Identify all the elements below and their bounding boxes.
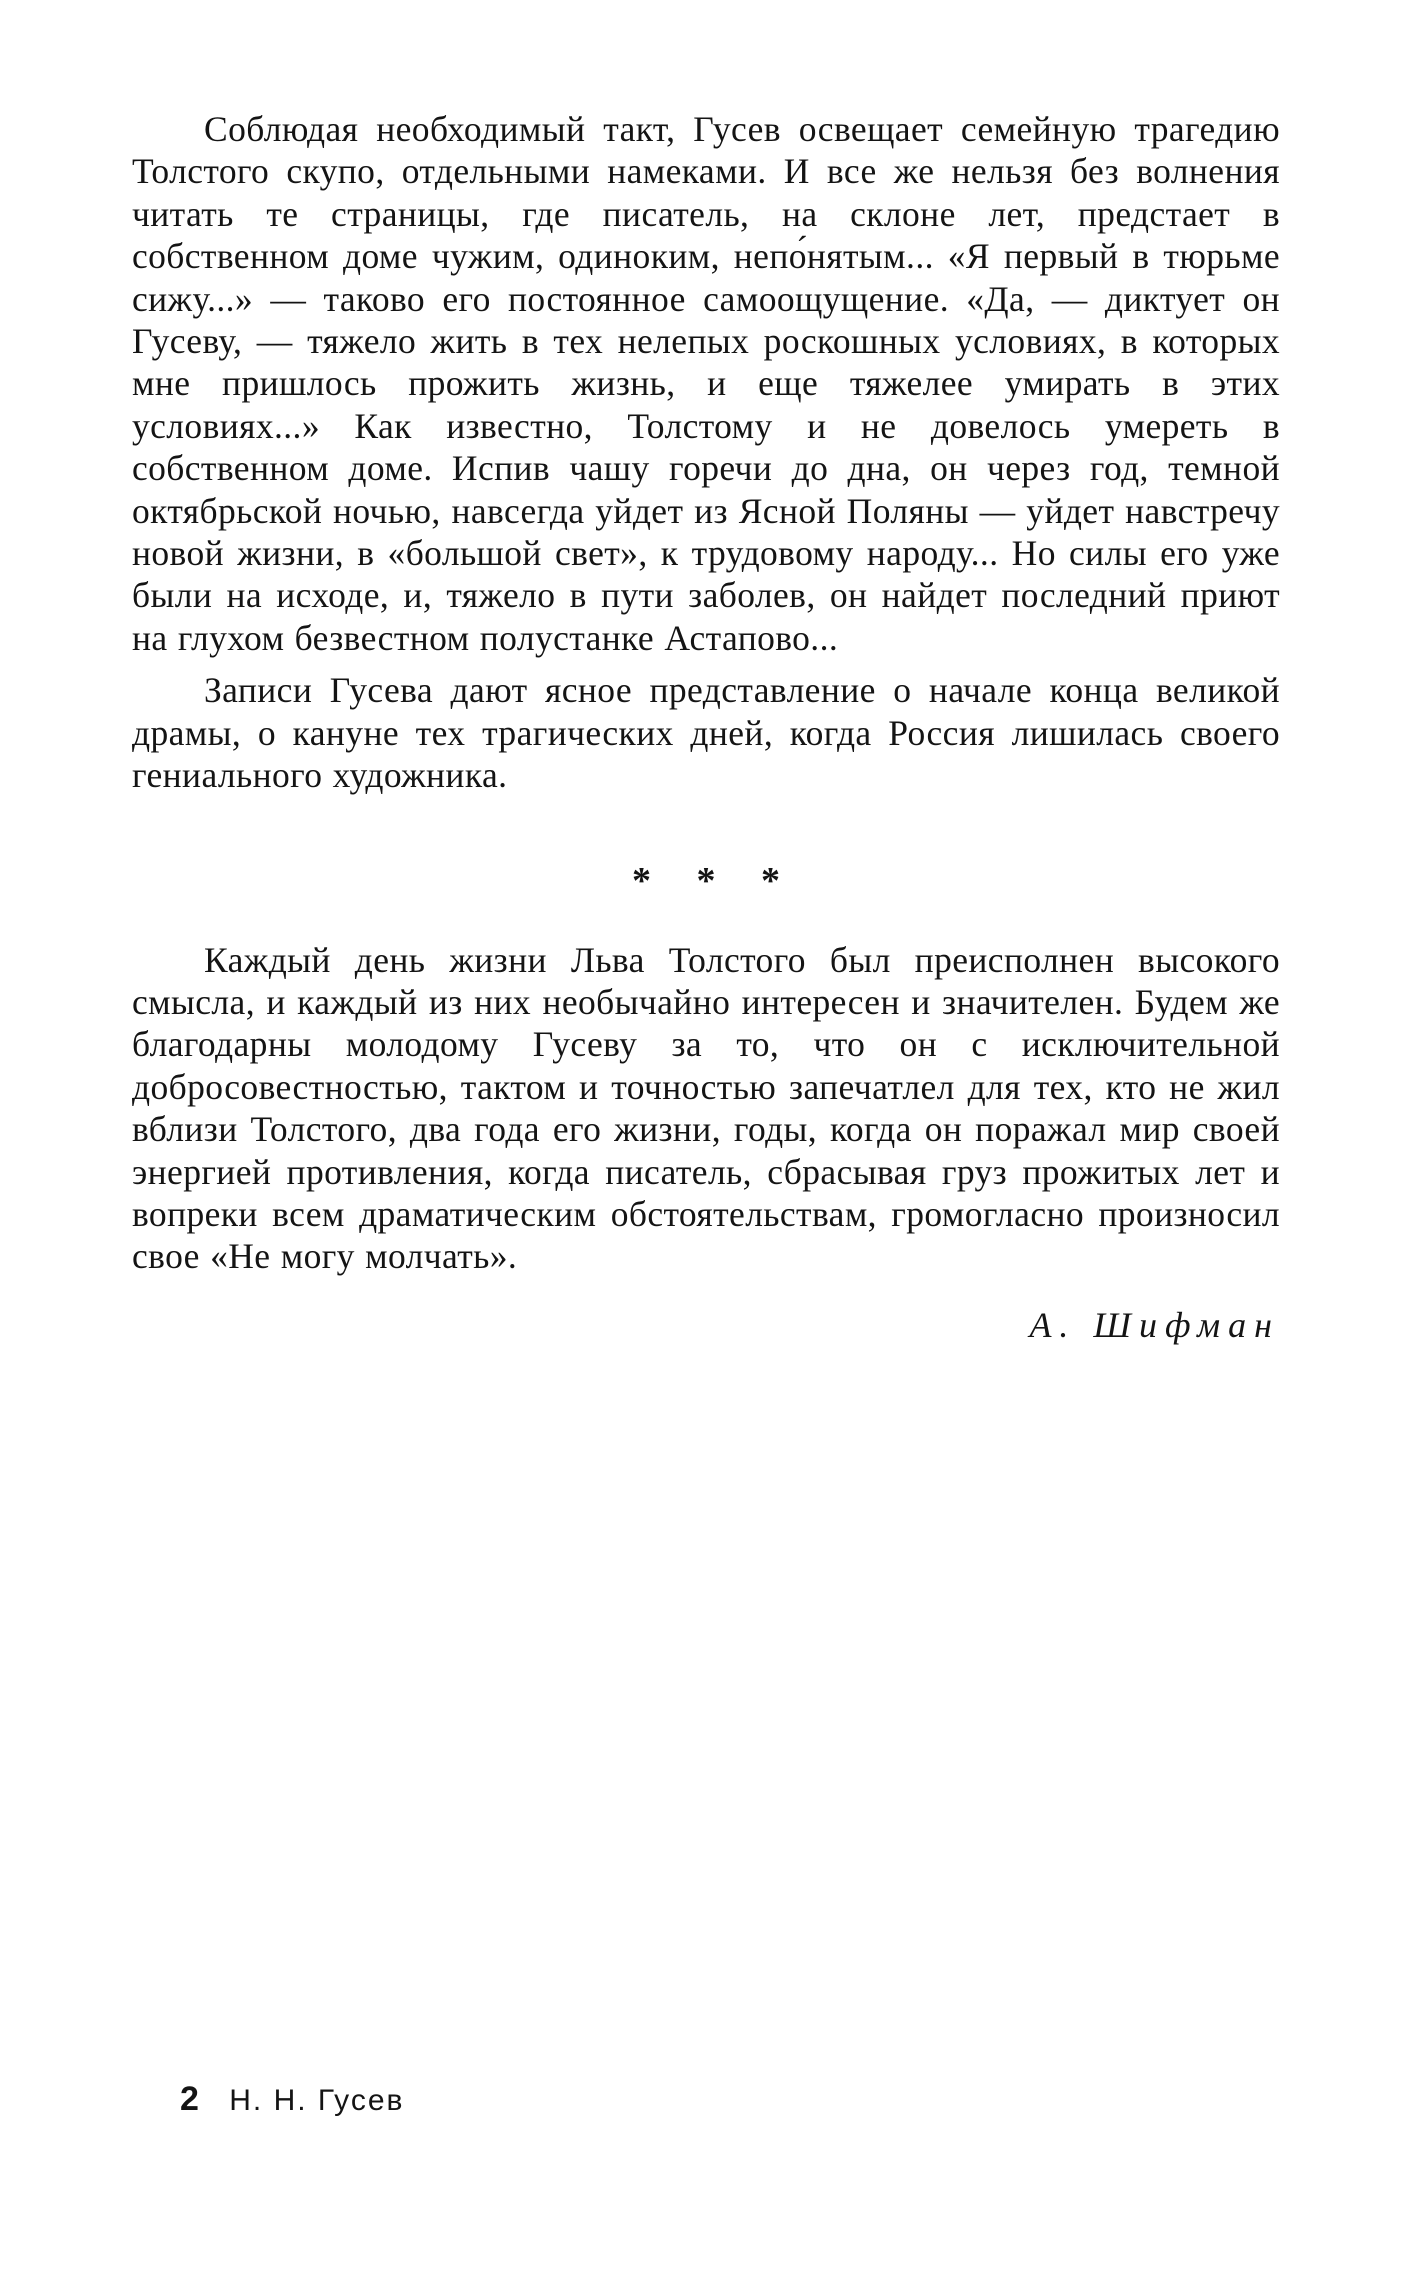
signature-mark: Н. Н. Гусев <box>229 2084 405 2117</box>
sheet-number: 2 <box>180 2080 199 2118</box>
author-signature: А. Шифман <box>1029 1304 1280 1345</box>
page-footer <box>180 2080 404 2119</box>
page-body <box>132 108 1280 1346</box>
paragraph-closing: Каждый день жизни Льва Толстого был преисполнен высокого смысла, и каждый из них необычайно интересен и значителен. Будем же благодарны молодому Гусеву за то, что он с исключительной добросовестностью, тактом и точностью запечатлел для тех, кто не жил вблизи Толстого, два года его жизни, годы, когда он поражал мир своей энергией противления, когда писатель, сбрасывая груз прожитых лет и вопреки всем драматическим обстоятельствам, громогласно произносил свое «Не могу молчать». <box>132 939 1280 1277</box>
paragraph-records-summary: Записи Гусева дают ясное представление о начале конца великой драмы, о кануне тех трагических дней, когда Россия лишилась своего гениального художника. <box>132 670 1280 796</box>
paragraph-family-tragedy: Соблюдая необходимый такт, Гусев освещает семейную трагедию Толстого скупо, отдельными намеками. И все же нельзя без волнения читать те страницы, где писатель, на склоне лет, предстает в собственном доме чужим, одиноким, непо́нятым... «Я первый в тюрьме сижу...» — таково его постоянное самоощущение. «Да, — диктует он Гусеву, — тяжело жить в тех нелепых роскошных условиях, в которых мне пришлось прожить жизнь, и еще тяжелее умирать в этих условиях...» Как известно, Толстому и не довелось умереть в собственном доме. Испив чашу горечи до дна, он через год, темной октябрьской ночью, навсегда уйдет из Ясной Поляны — уйдет навстречу новой жизни, в «большой свет», к трудовому народу... Но силы его уже были на исходе, и, тяжело в пути заболев, он найдет последний приют на глухом безвестном полустанке Астапово... <box>132 109 1280 658</box>
section-separator: * * * <box>632 859 798 902</box>
